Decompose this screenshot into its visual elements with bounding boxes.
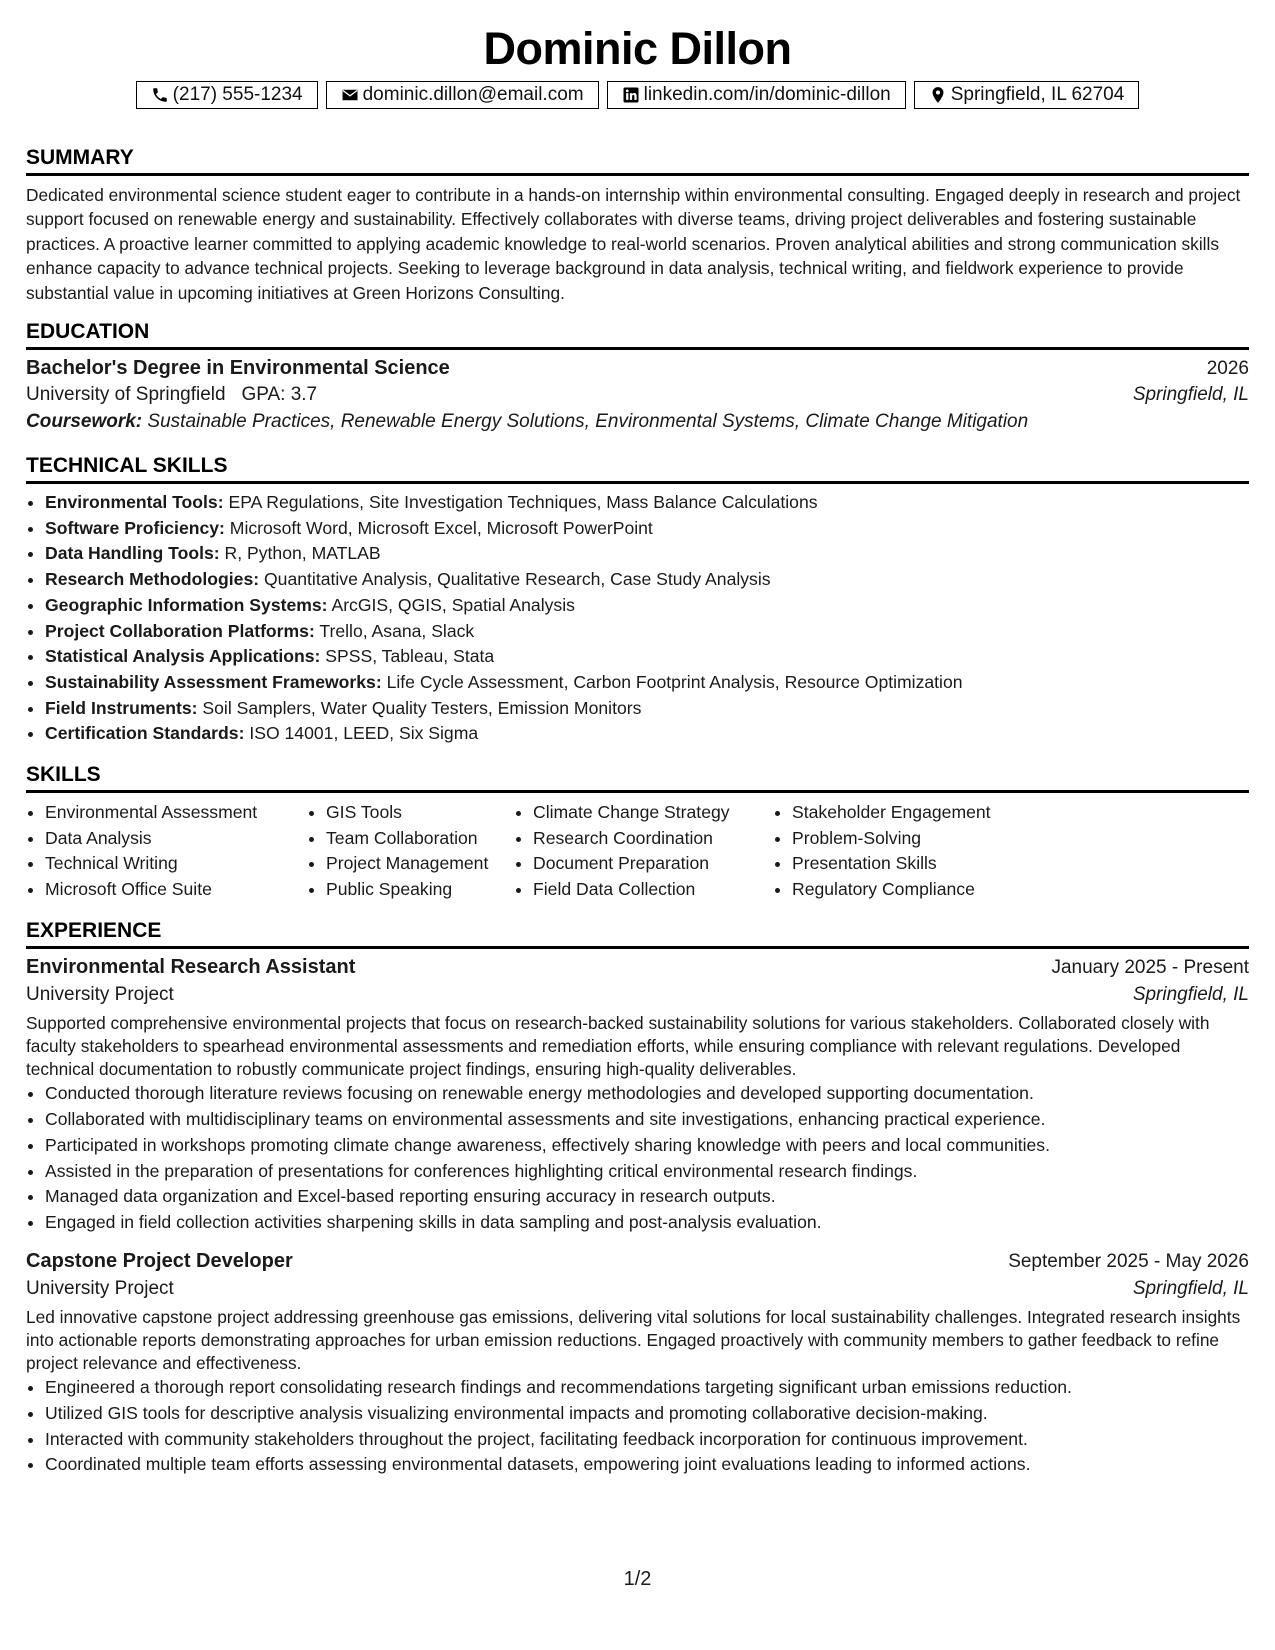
map-marker-icon	[929, 86, 947, 104]
skills-column-3	[514, 800, 773, 903]
contact-location	[914, 81, 1140, 109]
list-item: • Utilized GIS tools for descriptive analysis visualizing environmental impacts and promoting collaborative decision-making.	[45, 1401, 1249, 1427]
envelope-icon	[341, 86, 359, 104]
list-item: • Team Collaboration	[326, 826, 514, 852]
job-bullets	[26, 1375, 1249, 1478]
list-item: • Research Coordination	[533, 826, 773, 852]
contact-bar	[26, 81, 1249, 109]
list-item: • Presentation Skills	[792, 851, 1052, 877]
summary-text: Dedicated environmental science student eager to contribute in a hands-on internship within environmental consulting. Engaged deeply in research and project support focused on renewable energy and sustainability. Effectively collaborates with diverse teams, driving project deliverables and fostering sustainable practices. A proactive learner committed to applying academic knowledge to real-world scenarios. Proven analytical abilities and strong communication skills enhance capacity to advance technical projects. Seeking to leverage background in data analysis, technical writing, and fieldwork experience to provide substantial value in upcoming initiatives at Green Horizons Consulting.	[26, 185, 1241, 303]
job-bullets	[26, 1081, 1249, 1235]
job-organization: University Project	[26, 1277, 174, 1299]
degree-title: Bachelor's Degree in Environmental Science	[26, 357, 450, 380]
list-item: • Stakeholder Engagement	[792, 800, 1052, 826]
job-location: Springfield, IL	[1132, 983, 1249, 1005]
coursework-list: Sustainable Practices, Renewable Energy Solutions, Environmental Systems, Climate Change Mitigation	[147, 411, 1029, 433]
list-item: • Participated in workshops promoting climate change awareness, effectively sharing knowledge with peers and local communities.	[45, 1133, 1249, 1159]
contact-phone	[136, 81, 318, 109]
list-item: • GIS Tools	[326, 800, 514, 826]
list-item: • Research Methodologies: Quantitative Analysis, Qualitative Research, Case Study Analysis	[45, 567, 1249, 593]
school-name: University of Springfield	[26, 384, 226, 406]
gpa: GPA: 3.7	[241, 384, 318, 406]
list-item: • Technical Writing	[45, 851, 307, 877]
technical-skills-heading-rule	[26, 454, 1249, 484]
phone-number: (217) 555-1234	[172, 84, 303, 105]
education-section	[26, 320, 1249, 433]
school-line	[26, 384, 317, 406]
list-item: • Assisted in the preparation of presentations for conferences highlighting critical environmental research findings.	[45, 1159, 1249, 1185]
skills-heading: SKILLS	[26, 763, 101, 787]
coursework-line	[26, 411, 1249, 433]
summary-heading: SUMMARY	[26, 146, 134, 169]
linkedin-url[interactable]: linkedin.com/in/dominic-dillon	[643, 84, 891, 105]
job-org-row	[26, 1278, 1249, 1300]
list-item: • Conducted thorough literature reviews focusing on renewable energy methodologies and developed supporting documentation.	[45, 1081, 1249, 1107]
school-location: Springfield, IL	[1132, 384, 1249, 406]
contact-email[interactable]	[326, 81, 599, 109]
job-dates: September 2025 - May 2026	[1008, 1250, 1249, 1272]
list-item: • Software Proficiency: Microsoft Word, Microsoft Excel, Microsoft PowerPoint	[45, 516, 1249, 542]
job-organization: University Project	[26, 983, 174, 1005]
list-item: • Environmental Tools: EPA Regulations, Site Investigation Techniques, Mass Balance Calculations	[45, 490, 1249, 516]
job-org-row	[26, 984, 1249, 1006]
list-item: • Project Management	[326, 851, 514, 877]
list-item: • Engaged in field collection activities sharpening skills in data sampling and post-analysis evaluation.	[45, 1210, 1249, 1236]
job-description: Led innovative capstone project addressing greenhouse gas emissions, delivering vital solutions for local sustainability challenges. Integrated research insights into actionable reports demonstrating approaches for urban emission reductions. Engaged proactively with community members to gather feedback to refine project relevance and effectiveness.	[26, 1306, 1241, 1374]
candidate-name: Dominic Dillon	[483, 23, 792, 74]
job-description: Supported comprehensive environmental projects that focus on research-backed sustainability solutions for various stakeholders. Collaborated closely with faculty stakeholders to spearhead environmental assessments and remediation efforts, while ensuring compliance with relevant regulations. Developed technical documentation to robustly communicate project findings, ensuring high-quality deliverables.	[26, 1012, 1210, 1080]
list-item: • Problem-Solving	[792, 826, 1052, 852]
list-item: • Document Preparation	[533, 851, 773, 877]
education-heading-rule	[26, 320, 1249, 350]
list-item: • Interacted with community stakeholders throughout the project, facilitating feedback incorporation for continuous improvement.	[45, 1427, 1249, 1453]
skills-grid	[26, 800, 1249, 903]
job-title: Environmental Research Assistant	[26, 955, 356, 978]
list-item: • Managed data organization and Excel-based reporting ensuring accuracy in research outputs.	[45, 1184, 1249, 1210]
list-item: • Engineered a thorough report consolidating research findings and recommendations targeting significant urban emissions reduction.	[45, 1375, 1249, 1401]
list-item: • Environmental Assessment	[45, 800, 307, 826]
job-location: Springfield, IL	[1132, 1277, 1249, 1299]
list-item: • Project Collaboration Platforms: Trello, Asana, Slack	[45, 619, 1249, 645]
graduation-year: 2026	[1206, 358, 1249, 380]
list-item: • Field Data Collection	[533, 877, 773, 903]
list-item: • Certification Standards: ISO 14001, LEED, Six Sigma	[45, 721, 1249, 747]
list-item: • Geographic Information Systems: ArcGIS, QGIS, Spatial Analysis	[45, 593, 1249, 619]
list-item: • Microsoft Office Suite	[45, 877, 307, 903]
skills-column-1	[26, 800, 307, 903]
contact-linkedin[interactable]	[607, 81, 906, 109]
list-item: • Data Analysis	[45, 826, 307, 852]
technical-skills-heading: TECHNICAL SKILLS	[26, 454, 228, 478]
experience-heading: EXPERIENCE	[26, 918, 162, 942]
page-indicator: 1/2	[623, 1568, 652, 1590]
job-entry-capstone-developer	[26, 1250, 1249, 1478]
skills-heading-rule	[26, 763, 1249, 793]
technical-skills-list	[26, 490, 1249, 747]
education-school-row	[26, 384, 1249, 406]
phone-icon	[151, 86, 169, 104]
list-item: • Sustainability Assessment Frameworks: Life Cycle Assessment, Carbon Footprint Analysis, Resource Optimization	[45, 670, 1249, 696]
list-item: • Statistical Analysis Applications: SPSS, Tableau, Stata	[45, 644, 1249, 670]
skills-column-4	[773, 800, 1052, 903]
experience-heading-rule	[26, 919, 1249, 949]
experience-section	[26, 919, 1249, 1478]
list-item: • Data Handling Tools: R, Python, MATLAB	[45, 541, 1249, 567]
email-address[interactable]: dominic.dillon@email.com	[362, 84, 584, 105]
job-title: Capstone Project Developer	[26, 1249, 293, 1272]
location-text: Springfield, IL 62704	[950, 84, 1125, 105]
list-item: • Coordinated multiple team efforts assessing environmental datasets, empowering joint evaluations leading to informed actions.	[45, 1452, 1249, 1478]
technical-skills-section	[26, 454, 1249, 747]
list-item: • Collaborated with multidisciplinary teams on environmental assessments and site investigations, enhancing practical experience.	[45, 1107, 1249, 1133]
list-item: • Regulatory Compliance	[792, 877, 1052, 903]
skills-section	[26, 763, 1249, 903]
job-title-row	[26, 956, 1249, 979]
summary-section	[26, 146, 1249, 305]
job-title-row	[26, 1250, 1249, 1273]
summary-heading-rule	[26, 146, 1249, 176]
education-heading: EDUCATION	[26, 320, 150, 344]
skills-column-2	[307, 800, 514, 903]
education-row	[26, 357, 1249, 380]
coursework-label: Coursework:	[26, 411, 143, 433]
job-entry-research-assistant	[26, 956, 1249, 1236]
job-dates: January 2025 - Present	[1051, 956, 1249, 978]
list-item: • Climate Change Strategy	[533, 800, 773, 826]
list-item: • Field Instruments: Soil Samplers, Water Quality Testers, Emission Monitors	[45, 696, 1249, 722]
linkedin-icon	[622, 86, 640, 104]
list-item: • Public Speaking	[326, 877, 514, 903]
